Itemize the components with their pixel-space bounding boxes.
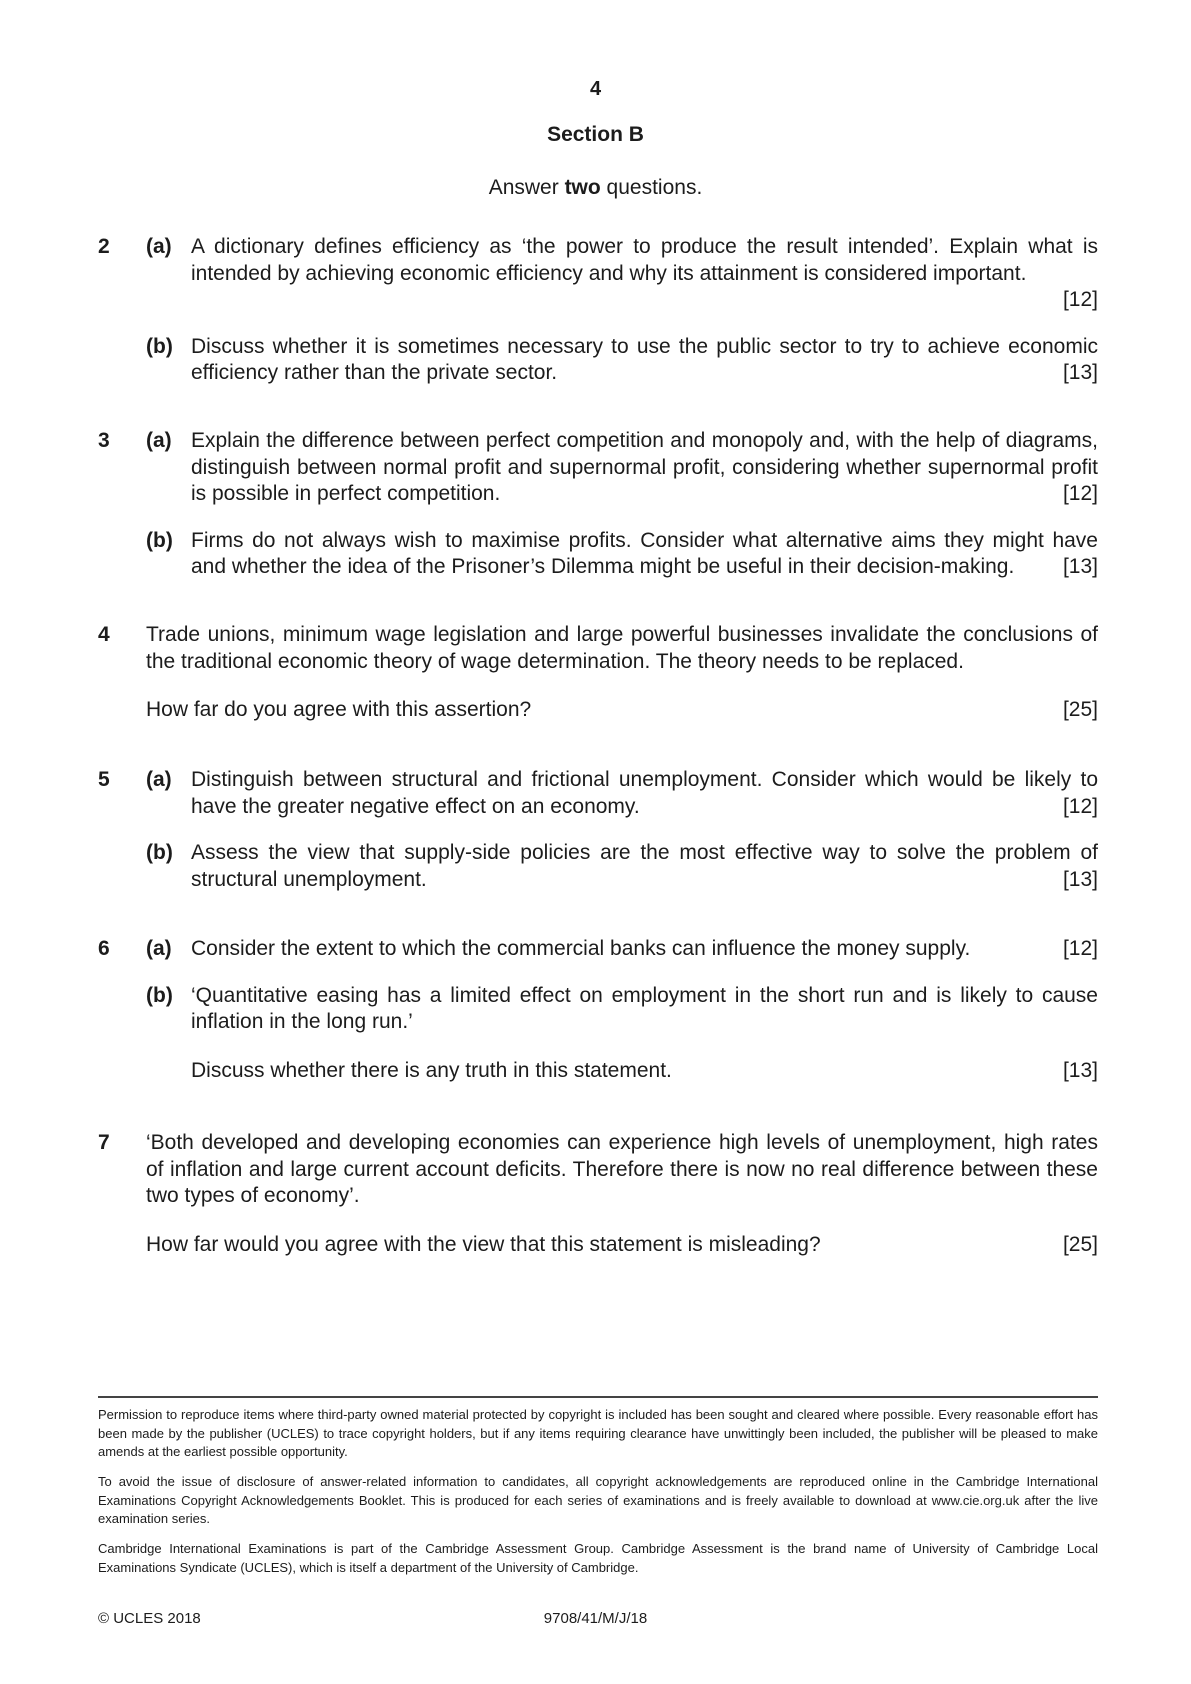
mark-allocation: [25]: [1062, 698, 1098, 721]
part-label: (a): [146, 768, 172, 791]
part-prompt: Discuss whether there is any truth in this statement. [13]: [191, 1058, 1098, 1085]
question-6: [98, 936, 1098, 1084]
part-text: Assess the view that supply-side policies are the most effective way to solve the problem of structural unemployment. [13]: [191, 840, 1098, 893]
part-text: Explain the difference between perfect competition and monopoly and, with the help of diagrams, distinguish between normal profit and supernormal profit, considering whether supernormal profit is possible in perfect competition. [12]: [191, 428, 1098, 508]
question-part-a: [98, 234, 1098, 314]
part-text: A dictionary defines efficiency as ‘the power to produce the result intended’. Explain what is intended by achieving economic efficiency and why its attainment is considered important.: [191, 235, 1098, 285]
part-text: Firms do not always wish to maximise profits. Consider what alternative aims they might have and whether the idea of the Prisoner’s Dilemma might be useful in their decision-making. [13]: [191, 528, 1098, 581]
mark-allocation: [13]: [1062, 555, 1098, 578]
question-prompt: How far would you agree with the view that this statement is misleading? [25]: [146, 1232, 1098, 1259]
paper-code: 9708/41/M/J/18: [543, 1610, 648, 1627]
part-label: (a): [146, 937, 172, 960]
question-number: 4: [98, 623, 110, 646]
part-label: (b): [146, 334, 173, 358]
question-number: 7: [98, 1131, 110, 1154]
question-part-a: [98, 428, 1098, 508]
copyright-permission-note: Permission to reproduce items where third-party owned material protected by copyright is included has been sought and cleared where possible. Every reasonable effort has been made by the publisher (UCLES) to trace copyright holders, but if any items requiring clearance have unwittingly been included, the publisher will be pleased to make amends at the earliest possible opportunity.: [98, 1407, 1098, 1459]
question-4: [98, 622, 1098, 724]
question-5: [98, 767, 1098, 893]
question-2: [98, 234, 1098, 387]
page-number: 4: [589, 78, 602, 100]
acknowledgements-note: To avoid the issue of disclosure of answer-related information to candidates, all copyright acknowledgements are reproduced online in the Cambridge International Examinations Copyright Acknowledgements Booklet. This is produced for each series of examinations and is freely available to download at www.cie.org.uk after the live examination series.: [98, 1474, 1098, 1526]
question-prompt: How far do you agree with this assertion? [25]: [146, 697, 1098, 724]
mark-allocation: [25]: [1062, 1232, 1098, 1256]
question-part-a: [98, 936, 1098, 963]
part-text: Consider the extent to which the commercial banks can influence the money supply. [12]: [191, 936, 1098, 963]
question-part-b: [98, 983, 1098, 1085]
part-text: ‘Quantitative easing has a limited effect on employment in the short run and is likely to cause inflation in the long run.’: [191, 983, 1098, 1033]
mark-allocation: [13]: [1062, 1058, 1098, 1082]
part-label: (b): [146, 841, 173, 864]
question-3: [98, 428, 1098, 581]
part-text: Discuss whether it is sometimes necessary to use the public sector to try to achieve economic efficiency rather than the private sector. [13]: [191, 334, 1098, 387]
question-number: 2: [98, 235, 110, 258]
part-label: (a): [146, 429, 172, 452]
question-number: 3: [98, 429, 110, 452]
mark-allocation: [12]: [1062, 937, 1098, 960]
mark-allocation: [12]: [1062, 288, 1098, 311]
question-number: 6: [98, 937, 110, 960]
mark-allocation: [13]: [1062, 361, 1098, 384]
section-title: Section B: [547, 123, 644, 146]
part-text: Distinguish between structural and frictional unemployment. Consider which would be likely to have the greater negative effect on an economy. [12]: [191, 767, 1098, 820]
part-label: (b): [146, 983, 173, 1007]
footnote-divider: [98, 1396, 1098, 1398]
question-part-b: [98, 334, 1098, 387]
question-7: [98, 1130, 1098, 1258]
part-label: (b): [146, 528, 173, 552]
question-part-a: [98, 767, 1098, 820]
mark-allocation: [12]: [1062, 482, 1098, 505]
mark-allocation: [12]: [1062, 794, 1098, 818]
mark-allocation: [13]: [1062, 867, 1098, 891]
part-label: (a): [146, 235, 172, 258]
section-instruction: Answer two questions.: [488, 176, 703, 199]
cambridge-assessment-note: Cambridge International Examinations is part of the Cambridge Assessment Group. Cambridge Assessment is the brand name of University of Cambridge Local Examinations Syndicate (UCLES), which is itself a department of the University of Cambridge.: [98, 1541, 1098, 1575]
copyright-footer: © UCLES 2018: [98, 1610, 201, 1627]
question-text: ‘Both developed and developing economies can experience high levels of unemployment, high rates of inflation and large current account deficits. Therefore there is now no real difference between these two types of economy’.: [146, 1131, 1098, 1207]
question-text: Trade unions, minimum wage legislation and large powerful businesses invalidate the conclusions of the traditional economic theory of wage determination. The theory needs to be replaced.: [146, 623, 1098, 673]
question-part-b: [98, 528, 1098, 581]
question-part-b: [98, 840, 1098, 893]
question-number: 5: [98, 768, 110, 791]
